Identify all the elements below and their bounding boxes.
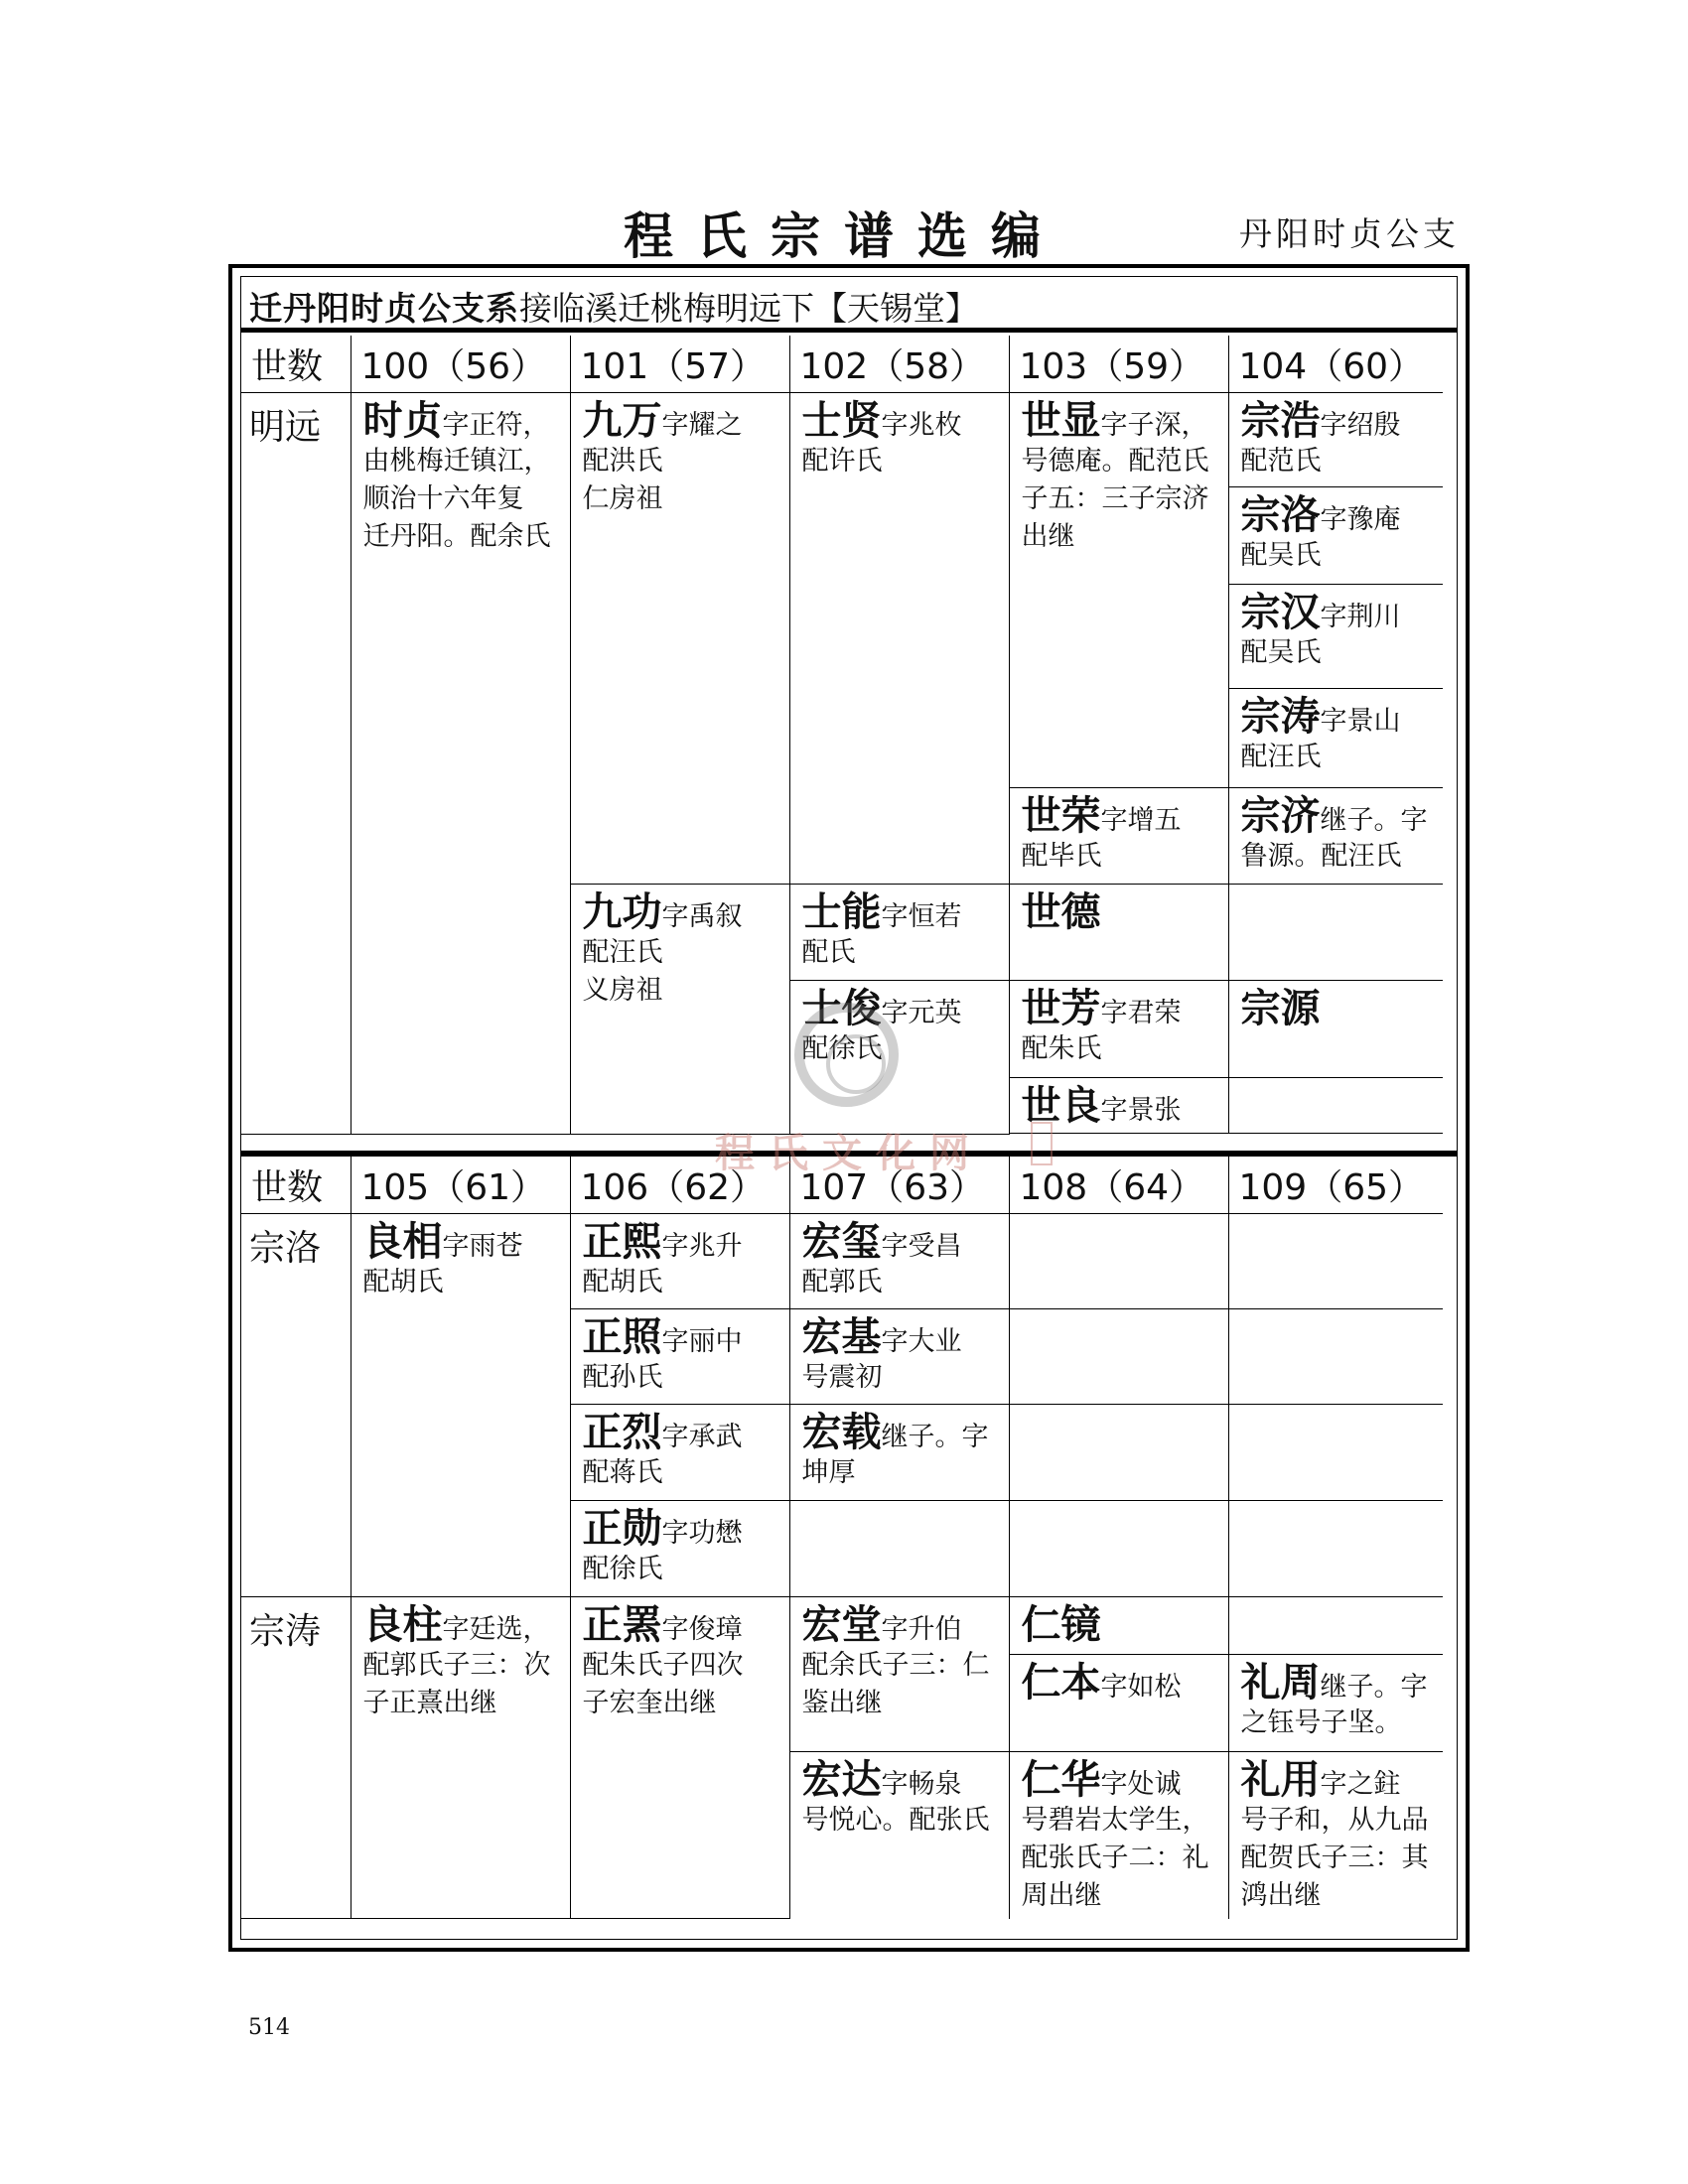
person-cell <box>1009 1078 1228 1134</box>
note-line: 配孙氏 <box>582 1362 663 1393</box>
note-line: 配吴氏 <box>1240 540 1322 571</box>
person-name: 宗济 <box>1240 792 1321 839</box>
person-cell <box>1228 1655 1443 1752</box>
genealogy-frame-inner <box>240 276 1458 1940</box>
person-name: 宏堂 <box>801 1601 882 1648</box>
person-note: 字丽中 <box>661 1326 743 1357</box>
page-title: 程氏宗谱选编 <box>624 206 1064 265</box>
person-name: 仁镜 <box>1021 1601 1101 1648</box>
person-name: 士能 <box>801 888 882 935</box>
empty-cell <box>1009 1214 1228 1309</box>
generation-table-lower <box>241 1157 1443 1919</box>
person-name: 良相 <box>362 1218 443 1265</box>
note-line: 配郭氏 <box>801 1267 883 1297</box>
person-name: 宏玺 <box>801 1218 882 1265</box>
person-name: 宏载 <box>801 1409 882 1455</box>
person-note: 字俊璋 <box>661 1614 743 1645</box>
person-note: 字兆升 <box>661 1231 743 1262</box>
person-name: 时贞 <box>362 397 443 444</box>
note-line: 子正熹出继 <box>362 1687 497 1718</box>
person-name: 世芳 <box>1021 985 1101 1031</box>
note-line: 配胡氏 <box>362 1267 444 1297</box>
person-note: 继子。字 <box>881 1422 989 1452</box>
person-note: 字豫庵 <box>1320 504 1401 535</box>
person-name: 正勋 <box>582 1505 662 1552</box>
note-line: 迁丹阳。配余氏 <box>362 520 551 552</box>
page-subtitle: 丹阳时贞公支 <box>1239 214 1460 253</box>
person-name: 宗浩 <box>1240 397 1321 444</box>
person-name: 宏达 <box>801 1756 882 1803</box>
person-note: 字耀之 <box>661 410 743 441</box>
note-line: 配贺氏子三：其 <box>1240 1842 1429 1873</box>
genealogy-frame <box>228 264 1470 1952</box>
empty-cell <box>1228 1597 1443 1655</box>
person-cell <box>1009 885 1228 981</box>
person-cell <box>570 1501 789 1597</box>
note-line: 配吴氏 <box>1240 637 1322 668</box>
person-name: 宗洛 <box>1240 491 1321 538</box>
person-cell <box>570 885 789 1135</box>
note-line: 配蒋氏 <box>582 1457 663 1488</box>
generation-header: 105（61） <box>351 1157 570 1214</box>
empty-cell <box>1228 1214 1443 1309</box>
person-cell <box>1228 689 1443 788</box>
person-cell <box>570 1405 789 1501</box>
note-line: 鲁源。配汪氏 <box>1240 841 1402 872</box>
person-name: 正烈 <box>582 1409 662 1455</box>
person-note: 继子。字 <box>1320 805 1428 836</box>
person-name: 宗汉 <box>1240 589 1321 635</box>
person-note: 字功懋 <box>661 1518 743 1549</box>
person-cell <box>789 1309 1009 1405</box>
person-note: 字大业 <box>881 1326 962 1357</box>
person-cell <box>570 1597 789 1919</box>
watermark-text: 程氏文化网 <box>715 1130 983 1176</box>
note-line: 配氏 <box>801 937 856 968</box>
note-line: 号震初 <box>801 1362 883 1393</box>
person-name: 正罴 <box>582 1601 662 1648</box>
person-name: 世荣 <box>1021 792 1101 839</box>
person-cell <box>570 393 789 885</box>
generation-header: 107（63） <box>789 1157 1009 1214</box>
person-cell <box>1228 1752 1443 1919</box>
person-note: 字景张 <box>1100 1095 1182 1126</box>
note-line: 配朱氏 <box>1021 1033 1102 1064</box>
person-cell <box>1228 981 1443 1078</box>
note-line: 由桃梅迁镇江， <box>362 446 551 477</box>
person-name: 宏基 <box>801 1313 882 1360</box>
person-name: 九功 <box>582 888 662 935</box>
empty-cell <box>1228 1309 1443 1405</box>
person-note: 继子。字 <box>1320 1672 1428 1703</box>
lineage-banner <box>241 277 1457 333</box>
person-note: 字君荣 <box>1100 998 1182 1028</box>
person-cell <box>570 1214 789 1309</box>
note-line: 配胡氏 <box>582 1267 663 1297</box>
generation-header: 100（56） <box>351 336 570 393</box>
branch-label: 明远 <box>241 393 351 1135</box>
person-note: 字雨苍 <box>442 1231 523 1262</box>
empty-cell <box>1009 1405 1228 1501</box>
person-note: 字廷选， <box>442 1614 550 1645</box>
person-cell <box>1009 981 1228 1078</box>
person-cell <box>1228 585 1443 689</box>
person-note: 字正符， <box>442 410 550 441</box>
person-note: 字绍殷 <box>1320 410 1401 441</box>
person-cell <box>789 981 1009 1135</box>
note-line: 周出继 <box>1021 1879 1102 1911</box>
note-line: 配张氏子二：礼 <box>1021 1842 1209 1873</box>
banner-main: 迁丹阳时贞公支系 <box>249 289 519 328</box>
person-cell <box>1228 788 1443 885</box>
person-note: 字子深， <box>1100 410 1208 441</box>
generation-table-upper <box>241 336 1443 1135</box>
person-note: 字荆川 <box>1320 602 1401 632</box>
person-cell <box>1009 1597 1228 1655</box>
person-name: 九万 <box>582 397 662 444</box>
note-line: 配范氏 <box>1240 446 1322 477</box>
note-line: 鉴出继 <box>801 1687 883 1718</box>
person-name: 仁华 <box>1021 1756 1101 1803</box>
branch-label: 宗涛 <box>241 1597 351 1919</box>
person-note: 字升伯 <box>881 1614 962 1645</box>
person-name: 良柱 <box>362 1601 443 1648</box>
person-cell <box>1009 393 1228 788</box>
person-note: 字元英 <box>881 998 962 1028</box>
banner-suffix: 接临溪迁桃梅明远下【天锡堂】 <box>519 289 978 328</box>
person-name: 礼周 <box>1240 1659 1321 1706</box>
note-line: 子宏奎出继 <box>582 1687 717 1718</box>
banner-text <box>249 283 978 330</box>
generation-header-row <box>241 336 1443 393</box>
person-cell <box>789 1214 1009 1309</box>
generation-label: 世数 <box>241 1157 351 1214</box>
person-name: 世显 <box>1021 397 1101 444</box>
person-cell <box>1009 788 1228 885</box>
spacer-cell <box>1009 1134 1228 1135</box>
person-note: 字处诚 <box>1100 1769 1182 1800</box>
person-name: 仁本 <box>1021 1659 1101 1706</box>
person-cell <box>789 885 1009 981</box>
generation-header: 109（65） <box>1228 1157 1443 1214</box>
note-line: 号悦心。配张氏 <box>801 1805 990 1836</box>
empty-cell <box>1228 1405 1443 1501</box>
person-note: 字恒若 <box>881 901 962 932</box>
note-line: 配毕氏 <box>1021 841 1102 872</box>
note-line: 配许氏 <box>801 446 883 477</box>
person-name: 士俊 <box>801 985 882 1031</box>
empty-cell <box>1228 1078 1443 1134</box>
person-note: 字如松 <box>1100 1672 1182 1703</box>
generation-header-row <box>241 1157 1443 1214</box>
person-name: 礼用 <box>1240 1756 1321 1803</box>
person-name: 正照 <box>582 1313 662 1360</box>
note-line: 配徐氏 <box>801 1033 883 1064</box>
person-cell <box>1009 1655 1228 1752</box>
note-line: 出继 <box>1021 520 1075 552</box>
person-name: 宗源 <box>1240 985 1321 1031</box>
note-line: 子五：三子宗济 <box>1021 482 1209 514</box>
person-cell <box>789 393 1009 885</box>
note-line: 坤厚 <box>801 1457 856 1488</box>
person-cell <box>789 1752 1009 1919</box>
person-note: 字兆枚 <box>881 410 962 441</box>
note-line: 配洪氏 <box>582 446 663 477</box>
empty-cell <box>1228 885 1443 981</box>
spacer-cell <box>1228 1134 1443 1135</box>
note-line: 配汪氏 <box>582 937 663 968</box>
empty-cell <box>1228 1501 1443 1597</box>
person-name: 世德 <box>1021 888 1101 935</box>
person-cell <box>351 393 570 1135</box>
generation-header: 106（62） <box>570 1157 789 1214</box>
empty-cell <box>1009 1501 1228 1597</box>
person-cell <box>351 1214 570 1597</box>
person-cell <box>789 1405 1009 1501</box>
person-note: 字禹叙 <box>661 901 743 932</box>
page-number: 514 <box>248 2015 290 2040</box>
note-line: 鸿出继 <box>1240 1879 1322 1911</box>
note-line: 配余氏子三：仁 <box>801 1650 990 1681</box>
person-cell <box>789 1597 1009 1752</box>
person-note: 字承武 <box>661 1422 743 1452</box>
note-line: 配郭氏子三：次 <box>362 1650 551 1681</box>
person-note: 字畅泉 <box>881 1769 962 1800</box>
generation-header: 102（58） <box>789 336 1009 393</box>
note-line: 号碧岩太学生， <box>1021 1805 1209 1836</box>
generation-label: 世数 <box>241 336 351 393</box>
person-name: 士贤 <box>801 397 882 444</box>
note-line: 之钰号子坚。 <box>1240 1707 1402 1738</box>
note-line: 仁房祖 <box>582 482 663 514</box>
person-cell <box>1228 487 1443 585</box>
empty-cell <box>789 1501 1009 1597</box>
person-note: 字增五 <box>1100 805 1182 836</box>
person-cell <box>570 1309 789 1405</box>
person-note: 字受昌 <box>881 1231 962 1262</box>
generation-header: 108（64） <box>1009 1157 1228 1214</box>
person-note: 字之鉒 <box>1320 1769 1401 1800</box>
note-line: 配汪氏 <box>1240 742 1322 772</box>
note-line: 号德庵。配范氏 <box>1021 446 1209 477</box>
note-line: 配徐氏 <box>582 1554 663 1584</box>
branch-label: 宗洛 <box>241 1214 351 1597</box>
person-name: 宗涛 <box>1240 693 1321 740</box>
person-name: 世良 <box>1021 1082 1101 1129</box>
person-cell <box>351 1597 570 1919</box>
note-line: 义房祖 <box>582 974 663 1006</box>
generation-header: 103（59） <box>1009 336 1228 393</box>
note-line: 号子和，从九品 <box>1240 1805 1429 1836</box>
generation-header: 101（57） <box>570 336 789 393</box>
person-note: 字景山 <box>1320 706 1401 737</box>
note-line: 顺治十六年复 <box>362 482 524 514</box>
generation-header: 104（60） <box>1228 336 1443 393</box>
empty-cell <box>1009 1309 1228 1405</box>
person-cell <box>1009 1752 1228 1919</box>
person-cell <box>1228 393 1443 487</box>
person-name: 正熙 <box>582 1218 662 1265</box>
note-line: 配朱氏子四次 <box>582 1650 744 1681</box>
